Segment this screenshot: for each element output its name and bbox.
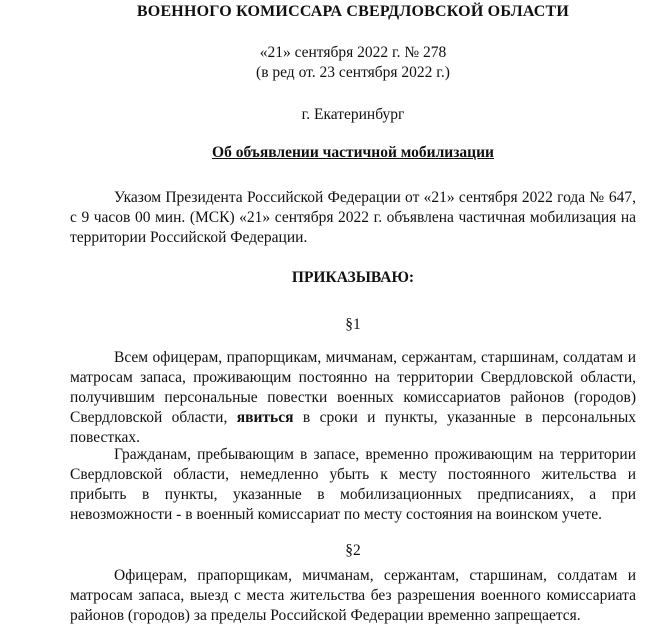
order-date-number: «21» сентября 2022 г. № 278	[259, 44, 447, 61]
order-word: ПРИКАЗЫВАЮ:	[291, 269, 415, 286]
section-1-p1-bold-word: явиться	[236, 409, 294, 426]
document-heading: ВОЕННОГО КОМИССАРА СВЕРДЛОВСКОЙ ОБЛАСТИ	[136, 3, 570, 20]
section-1-p1-text-after: в сроки и пункты, указанные в персональных повестках.	[70, 409, 637, 446]
order-subject: Об объявлении частичной мобилизации	[212, 144, 494, 161]
section-1-p1-text-before: Всем офицерам, прапорщикам, мичманам, сержантам, старшинам, солдатам и матросам запаса, проживающим постоянно на территории Свердловской области, получившим персональные повестки военных комиссариатов районов (городов) Свердловской области,	[70, 349, 636, 426]
city-line: г. Екатеринбург	[301, 106, 405, 123]
section-1-mark: §1	[345, 316, 361, 333]
section-1-paragraph-1	[70, 348, 636, 448]
section-1-paragraph-2: Гражданам, пребывающим в запасе, временно проживающим на территории Свердловской области, немедленно убыть к месту постоянного жительства и прибыть в пункты, указанные в мобилизационных предписаниях, а при невозможности - в военный комиссариат по месту состояния на воинском учете.	[70, 446, 636, 523]
section-2-paragraph-1: Офицерам, прапорщикам, мичманам, сержантам, старшинам, солдатам и матросам запаса, выезд с места жительства без разрешения военного комиссариата районов (городов) за пределы Российской Федерации временно запрещается.	[70, 567, 636, 624]
intro-paragraph: Указом Президента Российской Федерации от «21» сентября 2022 года № 647, с 9 часов 00 мин. (МСК) «21» сентября 2022 г. объявлена частичная мобилизация на территории Российской Федерации.	[70, 189, 636, 246]
section-2-mark: §2	[345, 542, 361, 559]
amendment-note: (в ред от. 23 сентября 2022 г.)	[256, 64, 450, 81]
